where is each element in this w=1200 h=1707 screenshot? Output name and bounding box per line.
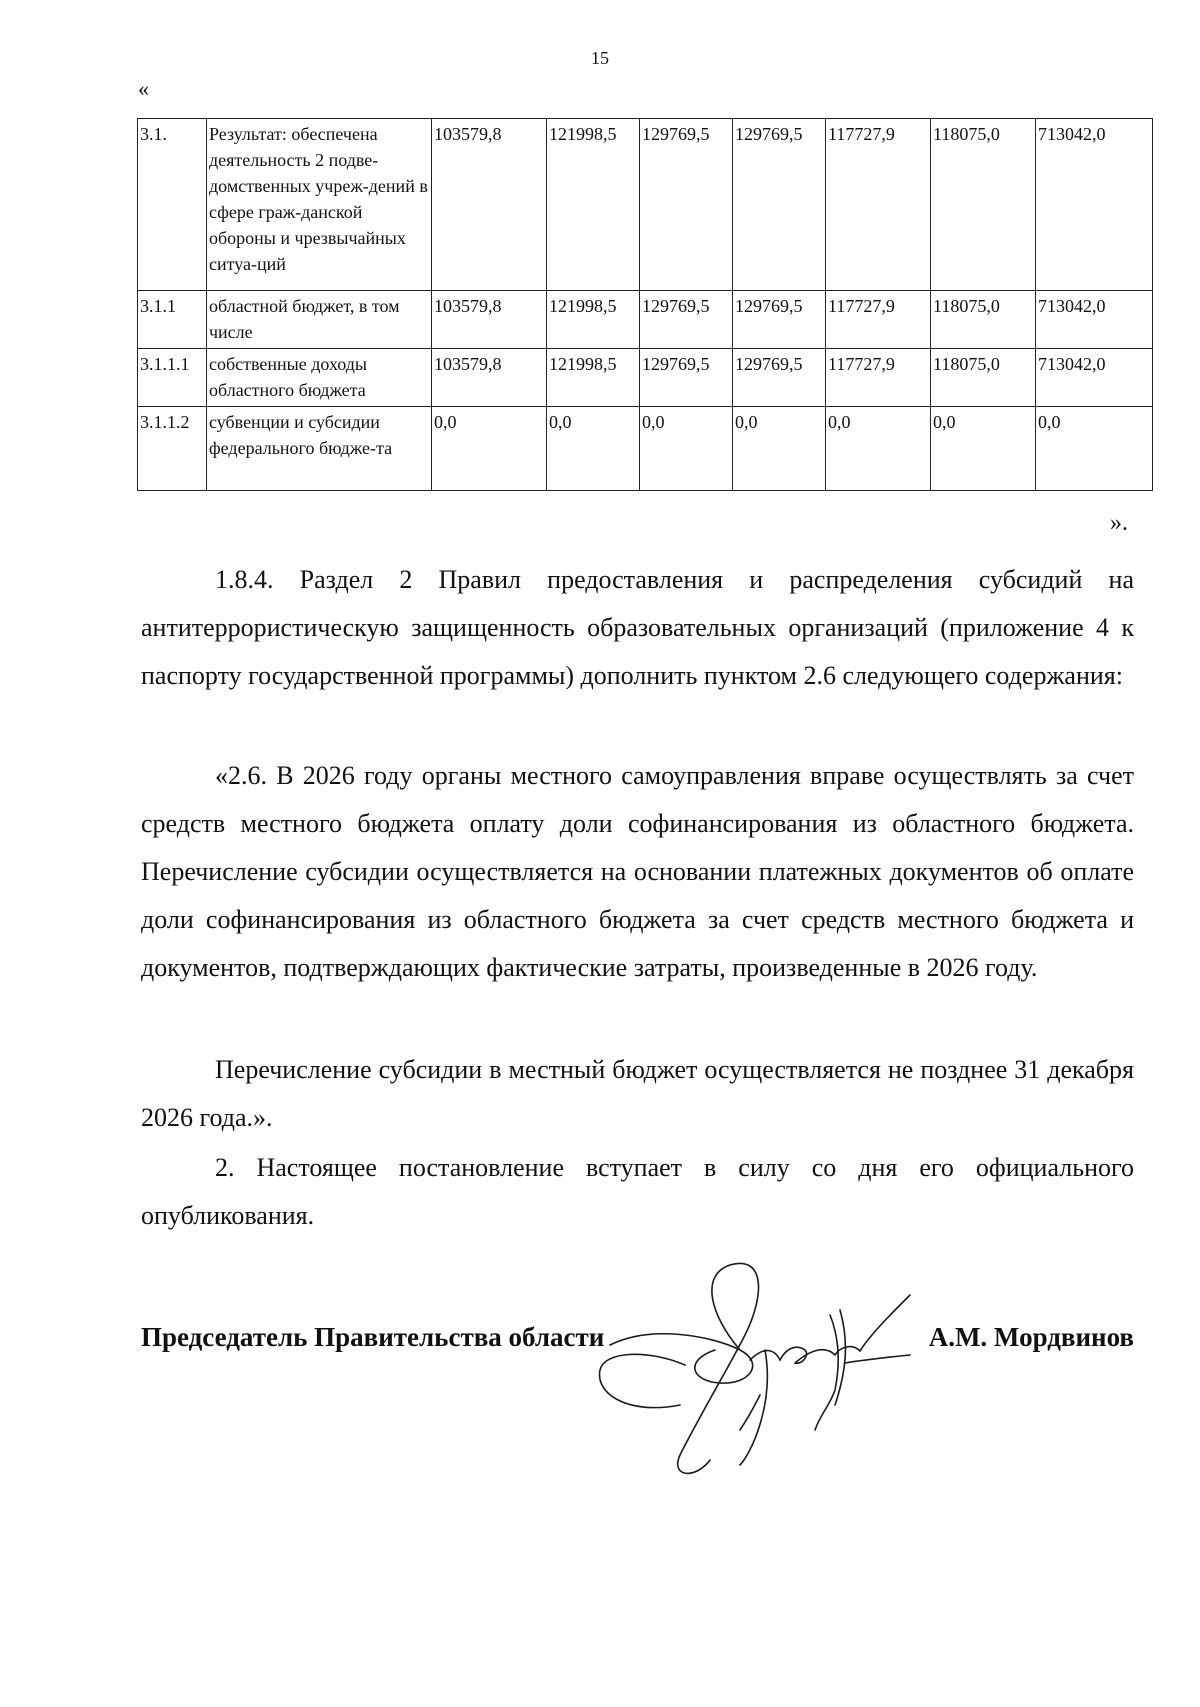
row-value: 117727,9: [826, 349, 931, 407]
row-value: 121998,5: [547, 291, 640, 349]
row-value: 129769,5: [640, 349, 733, 407]
row-value: 0,0: [826, 407, 931, 491]
row-value: 0,0: [733, 407, 826, 491]
row-value: 713042,0: [1036, 349, 1153, 407]
row-value: 129769,5: [733, 291, 826, 349]
row-value: 121998,5: [547, 349, 640, 407]
row-code: 3.1.1.1: [138, 349, 207, 407]
page-number: 15: [591, 48, 609, 68]
row-value: 129769,5: [640, 119, 733, 291]
row-name: Результат: обеспечена деятельность 2 подве-домственных учреж-дений в сфере граж-данской обороны и чрезвычайных ситуа-ций: [207, 119, 432, 291]
row-name: субвенции и субсидии федерального бюдже-та: [207, 407, 432, 491]
row-code: 3.1.1: [138, 291, 207, 349]
table-close-quote: ».: [1110, 510, 1128, 536]
row-value: 118075,0: [931, 349, 1036, 407]
row-value: 117727,9: [826, 291, 931, 349]
row-value: 0,0: [432, 407, 547, 491]
row-value: 713042,0: [1036, 119, 1153, 291]
row-value: 103579,8: [432, 119, 547, 291]
signatory-name: А.М. Мордвинов: [928, 1322, 1134, 1352]
row-value: 117727,9: [826, 119, 931, 291]
row-name: собственные доходы областного бюджета: [207, 349, 432, 407]
paragraph-text: 2. Настоящее постановление вступает в силу со дня его официального опубликования.: [141, 1153, 1134, 1230]
table-open-quote: «: [138, 76, 149, 101]
row-value: 0,0: [547, 407, 640, 491]
row-value: 129769,5: [733, 349, 826, 407]
signatory-title: Председатель Правительства области: [141, 1322, 605, 1352]
row-value: 713042,0: [1036, 291, 1153, 349]
paragraph-clause-2-6: [141, 752, 1134, 992]
table-row: [138, 291, 1153, 349]
budget-table: [137, 118, 1153, 491]
paragraph-amendment: [141, 556, 1134, 700]
paragraph-effective-date: [141, 1144, 1134, 1240]
row-value: 118075,0: [931, 291, 1036, 349]
row-code: 3.1.: [138, 119, 207, 291]
paragraph-text: 1.8.4. Раздел 2 Правил предоставления и распределения субсидий на антитеррористическую защищенность образовательных организаций (приложение 4 к паспорту государственной программы) дополнить пунктом 2.6 следующего содержания:: [141, 565, 1134, 690]
paragraph-transfer-deadline: [141, 1046, 1134, 1142]
paragraph-text: «2.6. В 2026 году органы местного самоуправления вправе осуществлять за счет средств местного бюджета оплату доли софинансирования из областного бюджета. Перечисление субсидии осуществляется на основании платежных документов об оплате доли софинансирования из областного бюджета за счет средств местного бюджета и документов, подтверждающих фактические затраты, произведенные в 2026 году.: [141, 761, 1134, 982]
row-value: 0,0: [931, 407, 1036, 491]
row-value: 103579,8: [432, 349, 547, 407]
row-value: 129769,5: [733, 119, 826, 291]
paragraph-text: Перечисление субсидии в местный бюджет осуществляется не позднее 31 декабря 2026 года.».: [141, 1055, 1134, 1132]
row-value: 121998,5: [547, 119, 640, 291]
handwritten-signature-icon: [590, 1255, 950, 1485]
row-code: 3.1.1.2: [138, 407, 207, 491]
row-value: 129769,5: [640, 291, 733, 349]
row-name: областной бюджет, в том числе: [207, 291, 432, 349]
table-row: [138, 349, 1153, 407]
table-row: [138, 119, 1153, 291]
row-value: 0,0: [1036, 407, 1153, 491]
row-value: 118075,0: [931, 119, 1036, 291]
row-value: 0,0: [640, 407, 733, 491]
table-row: [138, 407, 1153, 491]
row-value: 103579,8: [432, 291, 547, 349]
